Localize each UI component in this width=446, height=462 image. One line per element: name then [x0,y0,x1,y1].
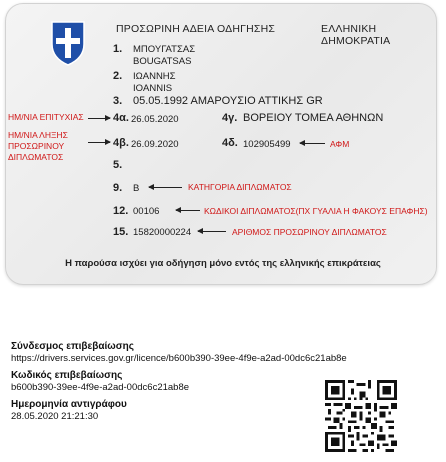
field-1-number: 1. [113,43,123,55]
birth-date-place: 05.05.1992 ΑΜΑΡΟΥΣΙΟ ΑΤΤΙΚΗΣ GR [133,95,323,107]
field-4d-number: 4δ. [222,137,238,149]
arrow-category [149,187,182,188]
field-2-number: 2. [113,70,123,82]
arrow-codes [176,210,200,211]
issuing-country: ΕΛΛΗΝΙΚΗ ΔΗΜΟΚΡΑΤΙΑ [321,23,391,47]
field-12-number: 12. [113,205,129,217]
verification-code: b600b390-39ee-4f9e-a2ad-00dc6c21ab8e [11,382,190,393]
annotation-codes: ΚΩΔΙΚΟΙ ΔΙΠΛΩΜΑΤΟΣ(ΠΧ ΓΥΑΛΙΑ Η ΦΑΚΟΥΣ ΕΠΑΦΗΣ) [204,206,428,216]
annotation-license-number: ΑΡΙΘΜΟΣ ΠΡΟΣΩΡΙΝΟΥ ΔΙΠΛΩΜΑΤΟΣ [232,227,387,237]
field-9-number: 9. [113,182,123,194]
field-4b-number: 4β. [113,137,129,149]
license-codes: 00106 [133,206,160,217]
arrow-expiry-date [88,142,110,143]
annotation-issue-date: ΗΜ/ΝΙΑ ΕΠΙΤΥΧΙΑΣ [8,112,84,122]
verification-code-title: Κωδικός επιβεβαίωσης [11,370,123,381]
issuing-authority: ΒΟΡΕΙΟΥ ΤΟΜΕΑ ΑΘΗΝΩΝ [243,112,384,124]
annotation-category: ΚΑΤΗΓΟΡΙΑ ΔΙΠΛΩΜΑΤΟΣ [188,182,292,192]
arrow-license-number [198,231,226,232]
license-number: 15820000224 [133,227,192,238]
greek-coat-of-arms-icon [49,20,87,66]
field-4a-number: 4α. [113,112,129,124]
field-5-number: 5. [113,159,123,171]
arrow-afm [300,143,325,144]
validity-note: Η παρούσα ισχύει για οδήγηση μόνο εντός της ελληνικής επικράτειας [65,258,381,269]
copy-date: 28.05.2020 21:21:30 [11,411,99,422]
copy-date-title: Ημερομηνία αντιγράφου [11,399,127,410]
surname-greek: ΜΠΟΥΓΑΤΣΑΣ [133,44,196,55]
annotation-expiry-line2: ΠΡΟΣΩΡΙΝΟΥ [8,141,65,151]
field-3-number: 3. [113,95,123,107]
field-15-number: 15. [113,226,129,238]
verification-link-title: Σύνδεσμος επιβεβαίωσης [11,341,134,352]
surname-latin: BOUGATSAS [133,56,192,67]
license-category: B [133,183,140,194]
expiry-date: 26.09.2020 [131,139,179,150]
verification-link[interactable]: https://drivers.services.gov.gr/licence/b600b390-39ee-4f9e-a2ad-00dc6c21ab8e [11,353,347,364]
issue-date: 26.05.2020 [131,114,179,125]
license-card [5,3,437,285]
tax-number: 102905499 [243,139,291,150]
given-name-latin: IOANNIS [133,83,173,94]
arrow-issue-date [88,118,110,119]
qr-code-icon [325,380,397,452]
annotation-expiry-line3: ΔΙΠΛΩΜΑΤΟΣ [8,152,64,162]
field-4c-number: 4γ. [222,112,238,124]
card-title: ΠΡΟΣΩΡΙΝΗ ΑΔΕΙΑ ΟΔΗΓΗΣΗΣ [116,23,276,35]
annotation-expiry-line1: ΗΜ/ΝΙΑ ΛΗΞΗΣ [8,130,68,140]
annotation-afm: ΑΦΜ [330,139,350,149]
given-name-greek: ΙΩΑΝΝΗΣ [133,71,176,82]
